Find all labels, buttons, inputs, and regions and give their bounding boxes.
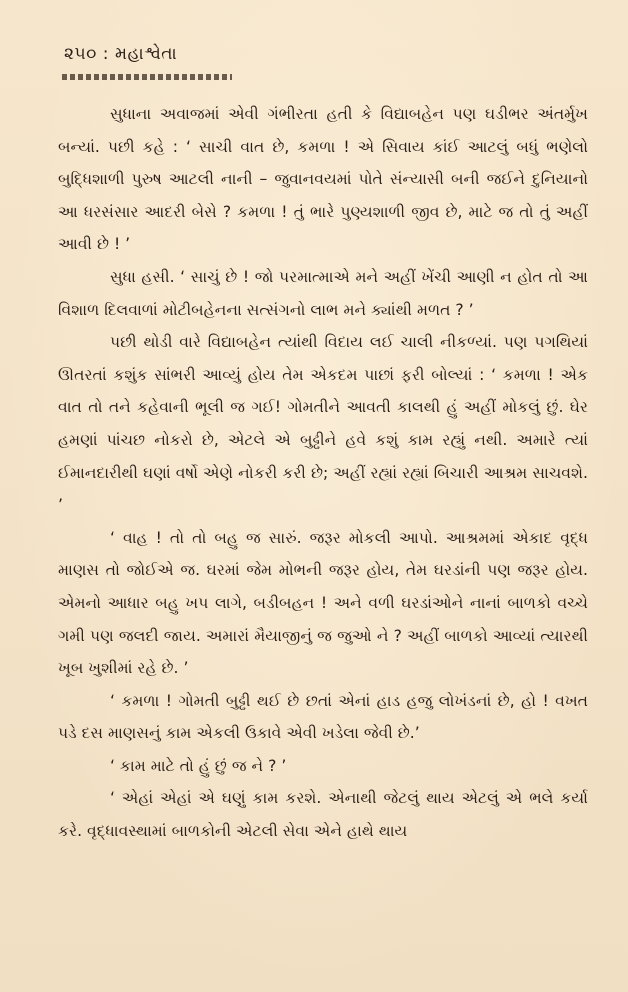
- paragraph: ‘ કમળા ! ગોમતી બુઢ્ઢી થઈ છે છતાં એનાં હાડ હજુ લોખંડનાં છે, હો ! વખત પડે દસ માણસનું કામ એકલી ઉકાવે એવી ખડેલા જેવી છે.’: [58, 691, 588, 743]
- paragraph: પછી થોડી વારે વિદ્યાબહેન ત્યાંથી વિદાય લઈ ચાલી નીકળ્યાં. પણ પગથિયાં ઊતરતાં કશુંક સાંભરી આવ્યું હોય તેમ એકદમ પાછાં ફરી બોલ્યાં : ‘ કમળા ! એક વાત તો તને કહેવાની ભૂલી જ ગઈ! ગોમતીને આવતી કાલથી હું અહીં મોકલું છું. ઘેર હમણાં પાંચછ નોકરો છે, એટલે એ બુઢ્ઢીને હવે કશું કામ રહ્યું નથી. અમારે ત્યાં ઈમાનદારીથી ઘણાં વર્ષો એણે નોકરી કરી છે; અહીં રહ્યાં રહ્યાં બિચારી આશ્રમ સાચવશે. ’: [58, 333, 588, 515]
- paragraph: સુધા હસી. ‘ સાચું છે ! જો પરમાત્માએ મને અહીં ખેંચી આણી ન હોત તો આ વિશાળ દિલવાળાં મોટીબહેનના સત્સંગનો લાભ મને ક્યાંથી મળત ? ’: [58, 267, 588, 319]
- paragraph: ‘ વાહ ! તો તો બહુ જ સારું. જરૂર મોકલી આપો. આશ્રમમાં એકાદ વૃદ્ધ માણસ તો જોઈએ જ. ઘરમાં જેમ મોભની જરૂર હોય, તેમ ઘરડાંની પણ જરૂર હોય. એમનો આધાર બહુ ખપ લાગે, બડીબહન ! અને વળી ઘરડાંઓને નાનાં બાળકો વચ્ચે ગમી પણ જલદી જાય. અમારાં મૈયાજીનું જ જુઓ ને ? અહીં બાળકો આવ્યાં ત્યારથી ખૂબ ખુશીમાં રહે છે. ’: [58, 528, 588, 678]
- body-text: [58, 98, 588, 848]
- header-separator: :: [102, 44, 110, 64]
- page-header: [64, 44, 177, 64]
- book-title: મહાશ્વેતા: [114, 44, 178, 64]
- paragraph: ‘ કામ માટે તો હું છું જ ને ? ’: [110, 756, 287, 775]
- paragraph: સુધાના અવાજમાં એવી ગંભીરતા હતી કે વિદ્યાબહેન પણ ઘડીભર અંતર્મુખ બન્યાં. પછી કહે : ‘ સાચી વાત છે, કમળા ! એ સિવાય કાંઈ આટલું બધું ભણેલો બુદ્ધિશાળી પુરુષ આટલી નાની – જુવાનવયમાં પોતે સંન્યાસી બની જઈને દુનિયાનો આ ધરસંસાર આદરી બેસે ? કમળા ! તું ભારે પુણ્યશાળી જીવ છે, માટે જ તો તું અહીં આવી છે ! ’: [58, 105, 588, 254]
- page-number: ૨૫૦: [64, 44, 97, 64]
- header-underline: [62, 74, 232, 80]
- paragraph: ‘ એહાં એહાં એ ઘણું કામ કરશે. એનાથી જેટલું થાય એટલું એ ભલે કર્યા કરે. વૃદ્ધાવસ્થામાં બાળકોની એટલી સેવા એને હાથે થાય: [58, 789, 588, 841]
